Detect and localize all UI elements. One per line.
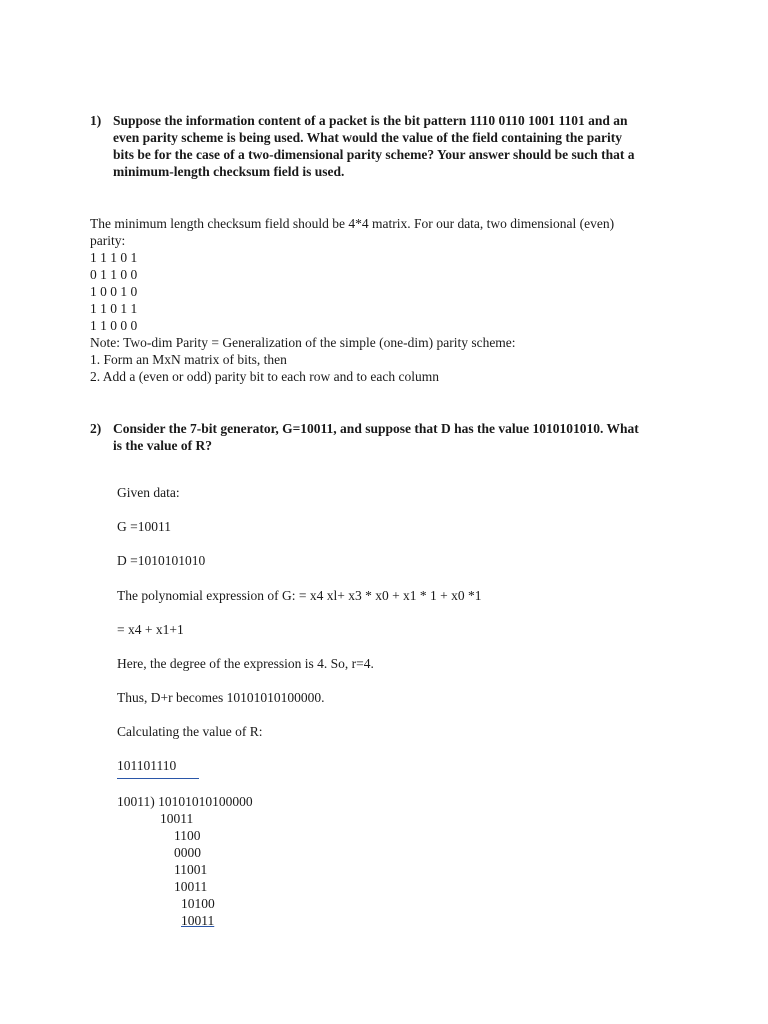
- division-step: 10011: [160, 811, 194, 826]
- question-2-number: 2): [90, 421, 102, 436]
- answer-1: [90, 215, 690, 385]
- division-step: 11001: [174, 862, 208, 877]
- question-2-line: is the value of R?: [113, 438, 212, 453]
- parity-matrix-row: 0 1 1 0 0: [90, 267, 138, 282]
- division-step: 10011: [181, 913, 215, 928]
- answer-1-note-step: 1. Form an MxN matrix of bits, then: [90, 352, 287, 367]
- parity-matrix-row: 1 1 1 0 1: [90, 250, 138, 265]
- question-1-line: Suppose the information content of a packet is the bit pattern 1110 0110 1001 1101 and an: [113, 113, 628, 128]
- question-1-line: bits be for the case of a two-dimensional parity scheme? Your answer should be such that a: [113, 147, 635, 162]
- question-1-line: even parity scheme is being used. What would the value of the field containing the parity: [113, 130, 623, 145]
- quotient: 101101110: [117, 758, 177, 773]
- parity-matrix-row: 1 0 0 1 0: [90, 284, 138, 299]
- answer-1-note-step: 2. Add a (even or odd) parity bit to each row and to each column: [90, 369, 440, 384]
- division-step: 10011: [174, 879, 208, 894]
- question-1-line: minimum-length checksum field is used.: [113, 164, 345, 179]
- question-2-line: Consider the 7-bit generator, G=10011, and suppose that D has the value 1010101010. What: [113, 421, 639, 436]
- question-1: [90, 112, 690, 180]
- augmented-data: Thus, D+r becomes 10101010100000.: [117, 690, 325, 705]
- division-dividend: 10011) 10101010100000: [117, 794, 253, 809]
- polynomial-expression: The polynomial expression of G: = x4 xl+ x3 * x0 + x1 * 1 + x0 *1: [117, 588, 482, 603]
- division-step: 10100: [181, 896, 215, 911]
- answer-1-line: parity:: [90, 233, 126, 248]
- division-step: 0000: [174, 845, 201, 860]
- question-1-number: 1): [90, 113, 102, 128]
- parity-matrix-row: 1 1 0 0 0: [90, 318, 138, 333]
- parity-matrix-row: 1 1 0 1 1: [90, 301, 138, 316]
- answer-1-note: Note: Two-dim Parity = Generalization of the simple (one-dim) parity scheme:: [90, 335, 516, 350]
- quotient-divider: [117, 778, 199, 779]
- answer-1-line: The minimum length checksum field should be 4*4 matrix. For our data, two dimensional (even): [90, 216, 615, 231]
- data-value: D =1010101010: [117, 553, 206, 568]
- generator-value: G =10011: [117, 519, 171, 534]
- question-2: [90, 420, 690, 454]
- division-step: 1100: [174, 828, 201, 843]
- polynomial-simplified: = x4 + x1+1: [117, 622, 184, 637]
- calc-label: Calculating the value of R:: [117, 724, 263, 739]
- degree-statement: Here, the degree of the expression is 4. So, r=4.: [117, 656, 374, 671]
- given-data-label: Given data:: [117, 485, 180, 500]
